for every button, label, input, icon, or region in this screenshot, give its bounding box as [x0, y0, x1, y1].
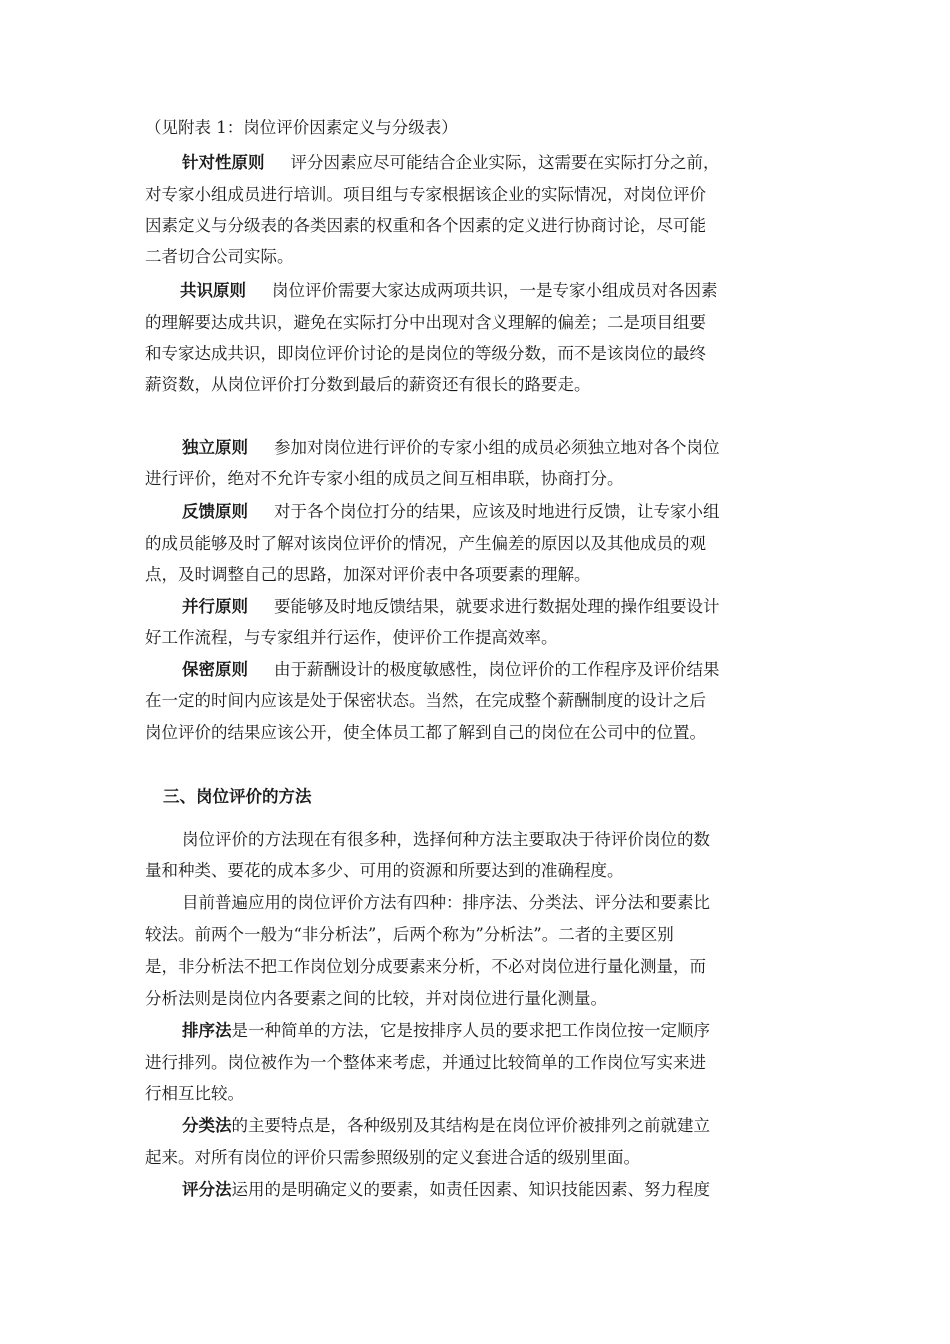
- paragraph-line: 二者切合公司实际。: [145, 247, 294, 266]
- paragraph-line: 薪资数，从岗位评价打分数到最后的薪资还有很长的路要走。: [145, 375, 591, 394]
- targeted-principle-title: 针对性原则: [182, 153, 265, 172]
- independent-principle-title: 独立原则: [182, 438, 248, 457]
- secrecy-principle-title: 保密原则: [182, 660, 248, 679]
- classification-method-title: 分类法: [182, 1116, 232, 1135]
- section-heading: 三、岗位评价的方法: [163, 787, 312, 806]
- paragraph-line: 分析法则是岗位内各要素之间的比较，并对岗位进行量化测量。: [145, 989, 607, 1008]
- scoring-method-title: 评分法: [182, 1180, 232, 1199]
- feedback-principle-title: 反馈原则: [182, 502, 248, 521]
- paragraph-line: 的理解要达成共识，避免在实际打分中出现对含义理解的偏差；二是项目组要: [145, 313, 706, 332]
- paragraph-line: 的成员能够及时了解对该岗位评价的情况，产生偏差的原因以及其他成员的观: [145, 534, 706, 553]
- consensus-principle-title: 共识原则: [180, 281, 246, 300]
- paragraph-line: 是，非分析法不把工作岗位划分成要素来分析，不必对岗位进行量化测量，而: [145, 957, 706, 976]
- paragraph-line: 在一定的时间内应该是处于保密状态。当然，在完成整个薪酬制度的设计之后: [145, 691, 706, 710]
- paragraph-line: 好工作流程，与专家组并行运作，使评价工作提高效率。: [145, 628, 558, 647]
- classification-method-line-1: 分类法的主要特点是，各种级别及其结构是在岗位评价被排列之前就建立: [182, 1116, 710, 1135]
- appendix-reference: （见附表 1：岗位评价因素定义与分级表）: [145, 118, 458, 137]
- paragraph-line: 对专家小组成员进行培训。项目组与专家根据该企业的实际情况，对岗位评价: [145, 185, 706, 204]
- paragraph-line: 进行排列。岗位被作为一个整体来考虑，并通过比较简单的工作岗位写实来进: [145, 1053, 706, 1072]
- ranking-method-title: 排序法: [182, 1021, 232, 1040]
- paragraph-line: 点，及时调整自己的思路，加深对评价表中各项要素的理解。: [145, 565, 591, 584]
- paragraph-line: 因素定义与分级表的各类因素的权重和各个因素的定义进行协商讨论，尽可能: [145, 216, 706, 235]
- paragraph-line: 行相互比较。: [145, 1084, 244, 1103]
- ranking-method-line-1: 排序法是一种简单的方法，它是按排序人员的要求把工作岗位按一定顺序: [182, 1021, 710, 1040]
- secrecy-principle-line-1: 保密原则 由于薪酬设计的极度敏感性，岗位评价的工作程序及评价结果: [182, 660, 720, 679]
- paragraph-line: 和专家达成共识，即岗位评价讨论的是岗位的等级分数，而不是该岗位的最终: [145, 344, 706, 363]
- paragraph-line: 量和种类、要花的成本多少、可用的资源和所要达到的准确程度。: [145, 861, 624, 880]
- paragraph-line: 岗位评价的结果应该公开，使全体员工都了解到自己的岗位在公司中的位置。: [145, 723, 706, 742]
- parallel-principle-title: 并行原则: [182, 597, 248, 616]
- paragraph-line: 岗位评价的方法现在有很多种，选择何种方法主要取决于待评价岗位的数: [182, 830, 710, 849]
- paragraph-line: 较法。前两个一般为“非分析法”，后两个称为”分析法”。二者的主要区别: [145, 925, 674, 944]
- independent-principle-line-1: 独立原则 参加对岗位进行评价的专家小组的成员必须独立地对各个岗位: [182, 438, 720, 457]
- feedback-principle-line-1: 反馈原则 对于各个岗位打分的结果，应该及时地进行反馈，让专家小组: [182, 502, 720, 521]
- targeted-principle-line-1: 针对性原则 评分因素应尽可能结合企业实际，这需要在实际打分之前，: [182, 153, 720, 172]
- parallel-principle-line-1: 并行原则 要能够及时地反馈结果，就要求进行数据处理的操作组要设计: [182, 597, 720, 616]
- paragraph-line: 起来。对所有岗位的评价只需参照级别的定义套进合适的级别里面。: [145, 1148, 640, 1167]
- scoring-method-line-1: 评分法运用的是明确定义的要素，如责任因素、知识技能因素、努力程度: [182, 1180, 710, 1199]
- paragraph-line: 目前普遍应用的岗位评价方法有四种：排序法、分类法、评分法和要素比: [182, 893, 710, 912]
- paragraph-line: 进行评价，绝对不允许专家小组的成员之间互相串联，协商打分。: [145, 469, 624, 488]
- consensus-principle-line-1: 共识原则 岗位评价需要大家达成两项共识，一是专家小组成员对各因素: [180, 281, 718, 300]
